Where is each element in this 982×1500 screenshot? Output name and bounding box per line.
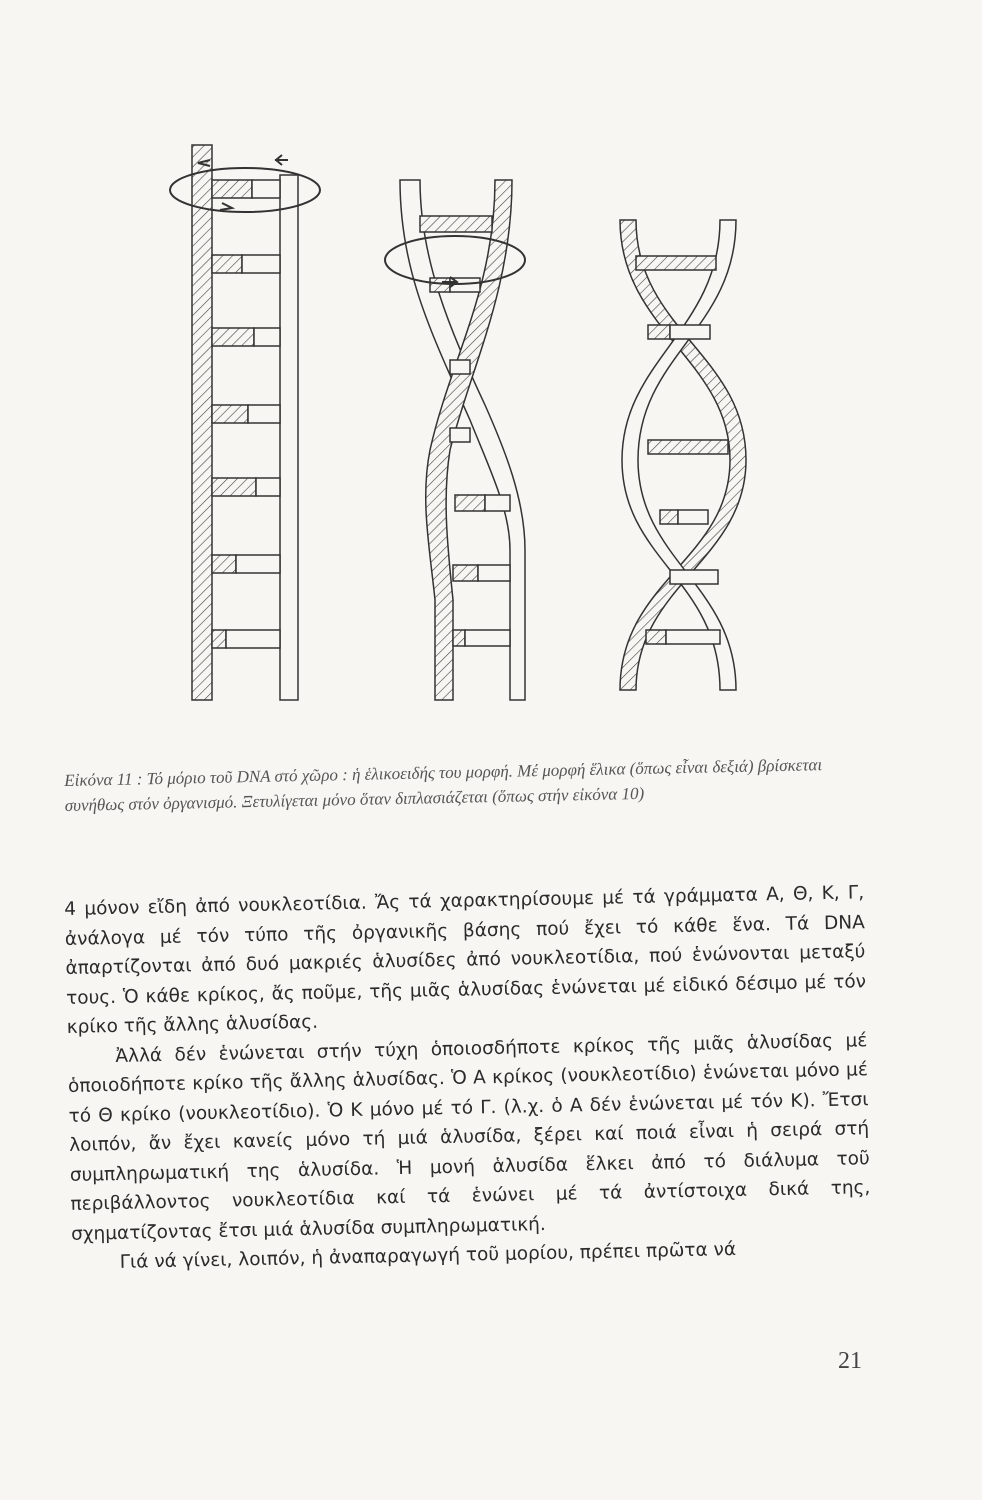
paragraph-1: 4 μόνον εἴδη ἀπό νουκλεοτίδια. Ἄς τά χαρακτηρίσουμε μέ τά γράμματα Α, Θ, Κ, Γ, ἀνάλογα μέ τόν τύπο τῆς ὀργανικῆς βάσης πού ἔχει τό κάθε ἕνα. Τά DNA ἀπαρτίζονται ἀπό δυό μακριές ἁλυσίδες ἀπό νουκλεοτίδια, πού ἑνώνονται μεταξύ τους. Ὁ κάθε κρίκος, ἄς ποῦμε, τῆς μιᾶς ἁλυσίδας ἑνώνεται μέ εἰδικό δέσιμο μέ τόν κρίκο τῆς ἄλλης ἁλυσίδας. xyxy=(64,882,867,1038)
dna-figure xyxy=(150,130,750,710)
page-number: 21 xyxy=(838,1348,862,1374)
body-text xyxy=(64,878,872,1278)
figure-caption: Εἰκόνα 11 : Τό μόριο τοῦ DNA στό χῶρο : ἡ ἑλικοειδής του μορφή. Μέ μορφή ἕλικα (ὅπως εἶναι δεξιά) βρίσκεται συνήθως στόν ὀργανισμό. Ξετυλίγεται μόνο ὅταν διπλασιάζεται (ὅπως στήν εἰκόνα 10) xyxy=(64,755,823,815)
paragraph-2: Ἀλλά δέν ἑνώνεται στήν τύχη ὁποιοσδήποτε κρίκος τῆς μιᾶς ἁλυσίδας μέ ὁποιοδήποτε κρίκο τῆς ἄλλης ἁλυσίδας. Ὁ Α κρίκος (νουκλεοτίδιο) ἑνώνεται μόνο μέ τό Θ κρίκο (νουκλεοτίδιο). Ὁ Κ μόνο μέ τό Γ. (λ.χ. ὁ Α δέν ἑνώνεται μέ τόν Κ). Ἔτσι λοιπόν, ἄν ἔχει κανείς μόνο τή μιά ἁλυσίδα, ξέρει καί ποιά εἶναι ἡ σειρά στή συμπληρωματική της ἁλυσίδα. Ἡ μονή ἁλυσίδα ἕλκει ἀπό τό διάλυμα τοῦ περιβάλλοντος νουκλεοτίδια καί τά ἑνώνει μέ τά ἀντίστοιχα δικά της, σχηματίζοντας ἔτσι μιά ἁλυσίδα συμπληρωματική. xyxy=(67,1029,871,1245)
partial-twist-panel xyxy=(385,180,525,700)
paragraph-3: Γιά νά γίνει, λοιπόν, ἡ ἀναπαραγωγή τοῦ μορίου, πρέπει πρῶτα νά xyxy=(119,1239,737,1273)
helix-panel xyxy=(620,220,746,690)
ladder-panel xyxy=(170,145,320,700)
